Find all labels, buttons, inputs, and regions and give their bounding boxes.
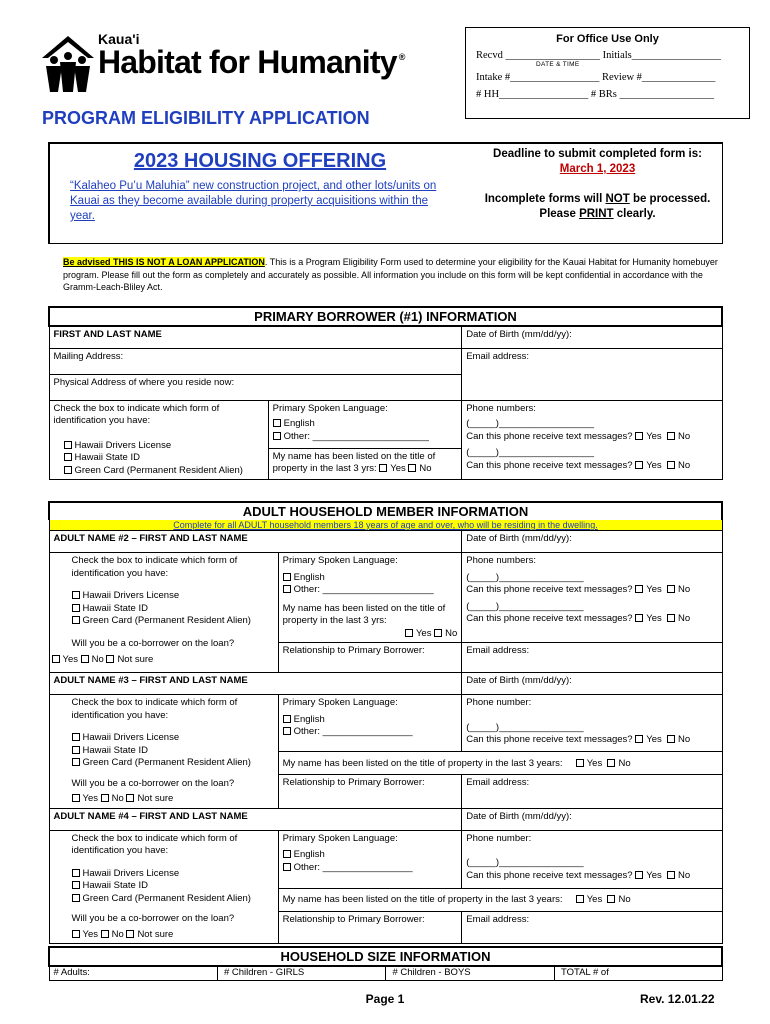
- checkbox[interactable]: [126, 930, 134, 938]
- adult4-name-field[interactable]: ADULT NAME #4 – FIRST AND LAST NAME: [49, 808, 462, 830]
- checkbox[interactable]: [283, 715, 291, 723]
- phone-field-2[interactable]: (_____)__________________: [466, 447, 595, 458]
- checkbox[interactable]: [283, 585, 291, 593]
- adult3-phone-cell: Phone number: (_____)________________ Can this phone receive text messages? Yes No: [462, 695, 722, 752]
- checkbox[interactable]: [635, 614, 643, 622]
- adult-header: ADULT HOUSEHOLD MEMBER INFORMATION: [49, 502, 722, 520]
- adult4-dob-field[interactable]: Date of Birth (mm/dd/yy):: [462, 808, 722, 830]
- checkbox[interactable]: [72, 616, 80, 624]
- checkbox[interactable]: [607, 895, 615, 903]
- checkbox[interactable]: [667, 735, 675, 743]
- checkbox[interactable]: [434, 629, 442, 637]
- revision-label: Rev. 12.01.22: [640, 992, 715, 1006]
- id-option-state: Hawaii State ID: [74, 452, 140, 463]
- phone-field[interactable]: (_____)________________: [466, 721, 584, 733]
- primary-language-cell: [268, 400, 462, 448]
- advisory-text: Be advised THIS IS NOT A LOAN APPLICATION. This is a Program Eligibility Form used to determine your eligibility for the Kauai Habitat for Humanity homebuyer program. Please fill out the form as completely and accurately as possible. All information you include on this form will be kept confidential in accordance with the Gramm-Leach-Bliley Act.: [63, 257, 718, 292]
- checkbox[interactable]: [72, 869, 80, 877]
- adult2-name-field[interactable]: ADULT NAME #2 – FIRST AND LAST NAME: [49, 531, 462, 553]
- phone-label: Phone numbers:: [466, 402, 536, 414]
- checkbox[interactable]: [283, 573, 291, 581]
- adults-count-field[interactable]: # Adults:: [49, 966, 217, 980]
- checkbox[interactable]: [72, 591, 80, 599]
- incomplete-notice: Incomplete forms will NOT be processed. Please PRINT clearly.: [484, 193, 711, 220]
- checkbox[interactable]: [273, 432, 281, 440]
- household-header: HOUSEHOLD SIZE INFORMATION: [49, 947, 722, 966]
- checkbox[interactable]: [72, 746, 80, 754]
- checkbox[interactable]: [576, 759, 584, 767]
- title-prompt: My name has been listed on the title of property in the last 3 yrs:: [282, 602, 446, 626]
- language-other[interactable]: Other: _____________________: [293, 584, 434, 595]
- housing-offering-box: [48, 142, 723, 244]
- phone-field[interactable]: (_____)________________: [466, 600, 584, 612]
- checkbox[interactable]: [576, 895, 584, 903]
- checkbox[interactable]: [635, 735, 643, 743]
- primary-mailing-field[interactable]: Mailing Address:: [49, 348, 462, 374]
- adult4-title-cell: My name has been listed on the title of property in the last 3 years: Yes No: [278, 888, 722, 911]
- date-time-caption: DATE & TIME: [536, 61, 580, 68]
- adult2-dob-field[interactable]: Date of Birth (mm/dd/yy):: [462, 531, 722, 553]
- language-english: English: [283, 418, 315, 429]
- checkbox[interactable]: [72, 604, 80, 612]
- habitat-logo: [40, 30, 420, 92]
- primary-borrower-table: [48, 306, 723, 480]
- adult3-language-cell: Primary Spoken Language: English Other: _________________: [278, 695, 462, 752]
- checkbox[interactable]: [273, 419, 281, 427]
- language-other[interactable]: Other: ______________________: [283, 430, 429, 442]
- id-option-dl: Hawaii Drivers License: [74, 439, 172, 451]
- primary-borrower-header: PRIMARY BORROWER (#1) INFORMATION: [49, 307, 722, 326]
- language-label: Primary Spoken Language:: [272, 402, 388, 414]
- checkbox[interactable]: [283, 863, 291, 871]
- adult3-dob-field[interactable]: Date of Birth (mm/dd/yy):: [462, 673, 722, 695]
- primary-name-field[interactable]: FIRST AND LAST NAME: [49, 326, 462, 348]
- checkbox[interactable]: [64, 466, 72, 474]
- checkbox[interactable]: [607, 759, 615, 767]
- checkbox[interactable]: [64, 453, 72, 461]
- checkbox[interactable]: [667, 432, 675, 440]
- checkbox[interactable]: [81, 655, 89, 663]
- girls-count-field[interactable]: # Children - GIRLS: [217, 966, 386, 980]
- adult3-email-field[interactable]: Email address:: [462, 775, 722, 809]
- primary-dob-field[interactable]: Date of Birth (mm/dd/yy):: [462, 326, 722, 348]
- checkbox[interactable]: [126, 794, 134, 802]
- adult4-id-cell: Check the box to indicate which form of identification you have: Hawaii Drivers License Hawaii State ID Green Card (Permanent Resident Alien) Will you be a co-borrower on the loan? Yes No Not sure: [49, 830, 278, 944]
- text-prompt: Can this phone receive text messages?: [466, 430, 633, 442]
- checkbox[interactable]: [405, 629, 413, 637]
- hh-field[interactable]: # HH_________________ # BRs __________________: [476, 89, 715, 100]
- primary-email-field[interactable]: Email address:: [462, 348, 722, 400]
- office-use-box: [465, 27, 750, 119]
- adult3-relationship-field[interactable]: Relationship to Primary Borrower:: [278, 775, 462, 809]
- recvd-field[interactable]: Recvd __________________ Initials_________________: [476, 50, 721, 61]
- checkbox[interactable]: [72, 894, 80, 902]
- adult2-email-field[interactable]: Email address:: [462, 643, 722, 673]
- adult2-language-cell: Primary Spoken Language: English Other: _____________________ My name has been listed on the title of property in the last 3 yrs: Yes No: [278, 553, 462, 643]
- checkbox[interactable]: [72, 930, 80, 938]
- checkbox[interactable]: [667, 871, 675, 879]
- checkbox[interactable]: [64, 441, 72, 449]
- adult4-relationship-field[interactable]: Relationship to Primary Borrower:: [278, 912, 462, 944]
- logo-kauai: Kaua'i: [98, 31, 140, 47]
- checkbox[interactable]: [667, 614, 675, 622]
- checkbox[interactable]: [52, 655, 60, 663]
- checkbox[interactable]: [72, 794, 80, 802]
- primary-id-prompt: Check the box to indicate which form of identification you have:: [53, 402, 220, 426]
- checkbox[interactable]: [635, 871, 643, 879]
- adult2-relationship-field[interactable]: Relationship to Primary Borrower:: [278, 643, 462, 673]
- phone-field[interactable]: (_____)________________: [466, 571, 584, 583]
- deadline-date: March 1, 2023: [559, 163, 636, 175]
- adult-household-table: [48, 501, 723, 944]
- checkbox[interactable]: [101, 930, 109, 938]
- checkbox[interactable]: [667, 585, 675, 593]
- checkbox[interactable]: [106, 655, 114, 663]
- logo-name: Habitat for Humanity ®: [98, 44, 405, 80]
- adult4-email-field[interactable]: Email address:: [462, 912, 722, 944]
- adult2-id-cell: Check the box to indicate which form of identification you have: Hawaii Drivers License Hawaii State ID Green Card (Permanent Resident Alien) Will you be a co-borrower on the loan? Yes No Not sure: [49, 553, 278, 673]
- offering-title: 2023 HOUSING OFFERING: [133, 150, 387, 172]
- checkbox[interactable]: [635, 585, 643, 593]
- checkbox[interactable]: [101, 794, 109, 802]
- primary-phone-cell: Phone numbers: (_____)__________________ Can this phone receive text messages? Yes No (_____)__________________ Can this phone receive text messages? Yes No: [462, 400, 722, 480]
- checkbox[interactable]: [72, 733, 80, 741]
- adult-subheader: Complete for all ADULT household members 18 years of age and over, who will be residing in the dwelling.: [49, 520, 722, 531]
- household-size-table: [48, 946, 723, 981]
- page-number: Page 1: [365, 992, 405, 1006]
- adult3-title-cell: My name has been listed on the title of property in the last 3 years: Yes No: [278, 752, 722, 775]
- title-prompt: My name has been listed on the title of property in the last 3 yrs:: [272, 450, 436, 474]
- primary-id-cell: [49, 400, 268, 480]
- house-people-icon: [40, 34, 96, 94]
- registered-mark: ®: [398, 52, 405, 62]
- deadline-label: Deadline to submit completed form is:: [493, 148, 702, 160]
- intake-field[interactable]: Intake #_________________ Review #______________: [476, 72, 716, 83]
- checkbox[interactable]: [379, 464, 387, 472]
- adult2-phone-cell: Phone numbers: (_____)________________ Can this phone receive text messages? Yes No (_____)________________ Can this phone receive text messages? Yes No: [462, 553, 722, 643]
- checkbox[interactable]: [283, 727, 291, 735]
- coborrower-prompt: Will you be a co-borrower on the loan?: [71, 637, 235, 649]
- total-count-field[interactable]: TOTAL # of: [554, 966, 722, 980]
- office-use-title: For Office Use Only: [556, 33, 659, 45]
- checkbox[interactable]: [408, 464, 416, 472]
- primary-physical-field[interactable]: Physical Address of where you reside now:: [49, 374, 462, 400]
- id-option-green: Green Card (Permanent Resident Alien): [74, 464, 243, 476]
- phone-field-1[interactable]: (_____)__________________: [466, 418, 595, 429]
- checkbox[interactable]: [72, 881, 80, 889]
- checkbox[interactable]: [667, 461, 675, 469]
- text-prompt: Can this phone receive text messages?: [466, 459, 633, 471]
- offering-description: “Kalaheo Pu’u Maluhia” new construction project, and other lots/units on Kauai as they become available during property acquisitions within the year.: [70, 180, 437, 222]
- adult4-language-cell: Primary Spoken Language: English Other: _________________: [278, 830, 462, 888]
- checkbox[interactable]: [635, 461, 643, 469]
- checkbox[interactable]: [283, 850, 291, 858]
- adult4-phone-cell: Phone number: (_____)________________ Can this phone receive text messages? Yes No: [462, 830, 722, 888]
- adult3-name-field[interactable]: ADULT NAME #3 – FIRST AND LAST NAME: [49, 673, 462, 695]
- page-title: PROGRAM ELIGIBILITY APPLICATION: [42, 108, 370, 128]
- adult3-id-cell: Check the box to indicate which form of identification you have: Hawaii Drivers License Hawaii State ID Green Card (Permanent Resident Alien) Will you be a co-borrower on the loan? Yes No Not sure: [49, 695, 278, 809]
- checkbox[interactable]: [635, 432, 643, 440]
- boys-count-field[interactable]: # Children - BOYS: [386, 966, 555, 980]
- checkbox[interactable]: [72, 758, 80, 766]
- phone-field[interactable]: (_____)________________: [466, 857, 584, 868]
- primary-title-cell: My name has been listed on the title of property in the last 3 yrs: Yes No: [268, 448, 462, 480]
- id-prompt: Check the box to indicate which form of identification you have:: [71, 555, 238, 579]
